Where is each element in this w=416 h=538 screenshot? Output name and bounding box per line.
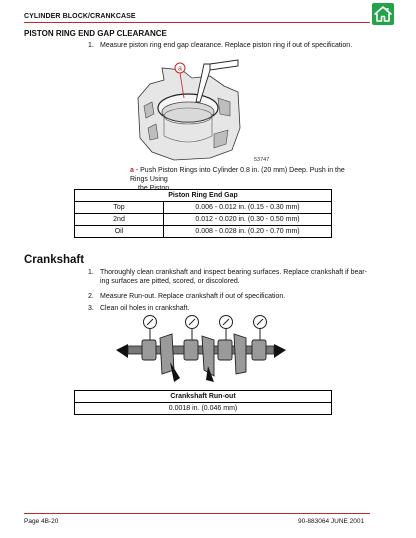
table-row [75,403,332,415]
ring-cell: Top [75,202,164,214]
home-icon [372,3,394,25]
crankshaft-section-title: Crankshaft [24,254,85,266]
section-header: CYLINDER BLOCK/CRANKCASE [24,13,136,20]
value-cell: 0.006 - 0.012 in. (0.15 - 0.30 mm) [164,202,332,214]
step-number: 1. [88,42,94,49]
table-row [75,214,332,226]
crankshaft-runout-figure [114,314,288,386]
step-text: Measure piston ring end gap clearance. Replace piston ring if out of specification. [100,42,353,49]
table-heading: Crankshaft Run-out [75,391,332,403]
crankshaft-step-3 [88,304,388,314]
callout-text-line1: - Push Piston Rings into Cylinder 0.8 in. (20 mm) Deep. Push in the Rings Using [130,167,345,183]
piston-ring-gap-table [74,189,332,238]
table-row [75,226,332,238]
page-number: Page 4B-20 [24,518,59,525]
crankshaft-step-1 [88,268,388,288]
table-row [75,202,332,214]
header-divider [24,22,370,23]
figure-callout-letter: a [178,65,182,73]
document-id: 90-883064 JUNE 2001 [298,518,365,525]
step-text: Measure Run-out. Replace crankshaft if out of specification. [100,293,286,300]
step-text: Clean oil holes in crankshaft. [100,305,190,312]
ring-cell: Oil [75,226,164,238]
crankshaft-runout-table [74,390,332,415]
value-cell: 0.0018 in. (0.046 mm) [75,403,332,415]
ring-cell: 2nd [75,214,164,226]
step-text-line1: Thoroughly clean crankshaft and inspect bearing surfaces. Replace crankshaft if bear- [100,269,367,276]
step-number: 1. [88,269,94,276]
value-cell: 0.008 - 0.028 in. (0.20 - 0.70 mm) [164,226,332,238]
footer-divider [24,513,370,514]
callout-text-line2: the Piston. [138,185,172,192]
home-button[interactable] [372,3,394,25]
step-number: 3. [88,305,94,312]
step-number: 2. [88,293,94,300]
piston-section-title: PISTON RING END GAP CLEARANCE [24,29,167,38]
piston-step-1 [88,41,388,51]
table-heading: Piston Ring End Gap [75,190,332,202]
piston-ring-figure [134,58,242,162]
callout-key: a [130,167,134,174]
figure-id: 53747 [254,157,270,163]
value-cell: 0.012 - 0.020 in. (0.30 - 0.50 mm) [164,214,332,226]
step-text-line2: ing surfaces are pitted, scored, or discolored. [100,278,240,285]
crankshaft-step-2 [88,292,388,302]
